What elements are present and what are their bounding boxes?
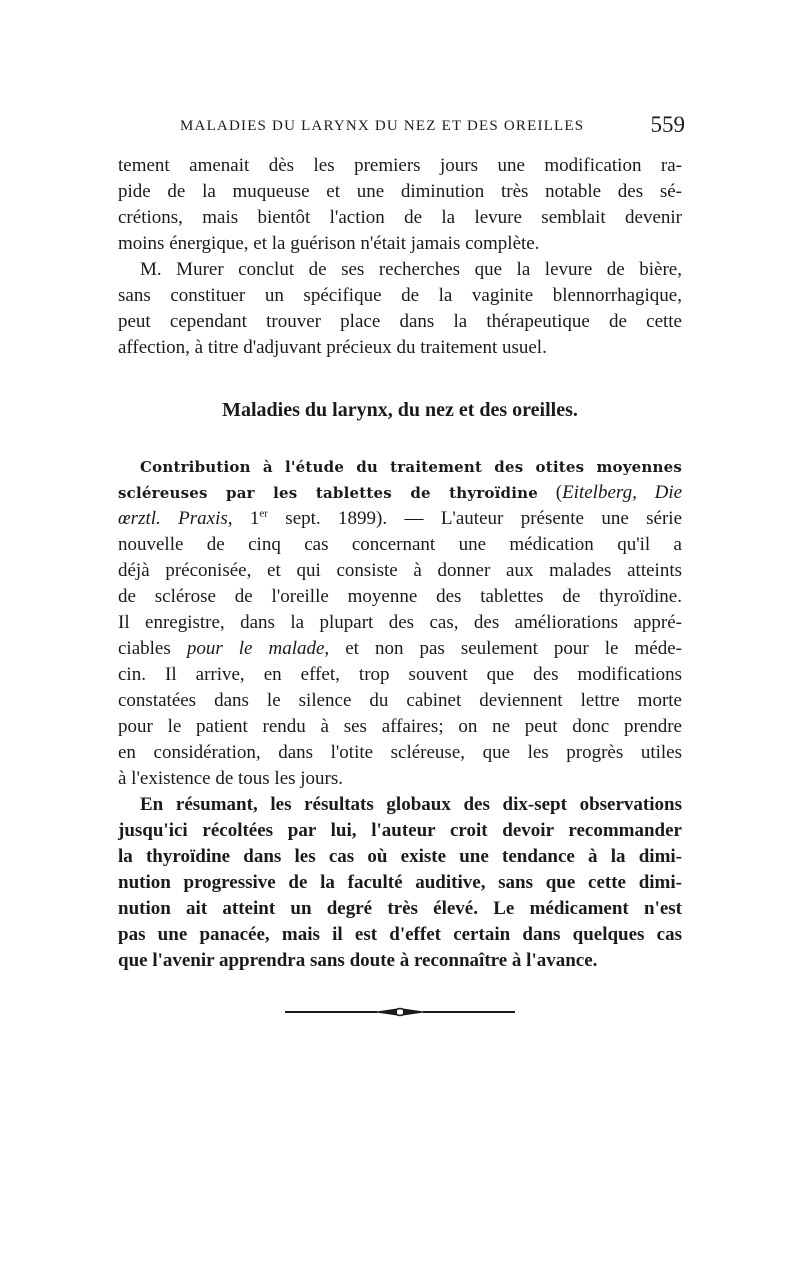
article-line: nouvelle de cinq cas concernant une médication qu'il a [118,534,682,555]
summary-line: En résumant, les résultats globaux des dix-sept observations [140,794,682,815]
section-heading: Maladies du larynx, du nez et des oreilles. [222,399,578,421]
ciables-pre: ciables [118,638,171,659]
citation-rest: sept. 1899). — L'auteur présente une série [285,508,683,529]
citation-journal-end: œrztl. Praxis, [118,508,233,529]
article-line: en considération, dans l'otite scléreuse, que les progrès utiles [118,742,682,763]
page-number: 559 [650,112,685,137]
ciables-post: , et non pas seulement pour le méde- [324,638,682,659]
summary-line: nution progressive de la faculté auditive, sans que cette dimi- [118,872,682,893]
intro-line: crétions, mais bientôt l'action de la levure semblait devenir [118,207,682,228]
intro-line: tement amenait dès les premiers jours une modification ra- [118,155,682,176]
summary-line: nution ait atteint un degré très élevé. Le médicament n'est [118,898,682,919]
article-line: Il enregistre, dans la plupart des cas, des améliorations appré- [118,612,682,633]
citation-journal: Die [654,482,683,503]
article-line: de sclérose de l'oreille moyenne des tablettes de thyroïdine. [118,586,682,607]
article-line: constatées dans le silence du cabinet deviennent lettre morte [118,690,682,711]
citation-day-sup: er [259,507,268,520]
article-title-continued: scléreuses par les tablettes de thyroïdine [118,484,538,502]
article-title: Contribution à l'étude du traitement des otites moyennes [140,458,682,476]
article-title-citation-line [118,480,682,506]
article-line: pour le patient rendu à ses affaires; on ne peut donc prendre [118,716,682,737]
running-title: MALADIES DU LARYNX DU NEZ ET DES OREILLES [180,118,585,134]
summary-line: pas une panacée, mais il est d'effet certain dans quelques cas [118,924,682,945]
citation-author: Eitelberg, [562,482,637,503]
citation-line [118,506,682,532]
summary-line: jusqu'ici récoltées par lui, l'auteur croit devoir recommander [118,820,682,841]
article-line-italic [118,636,682,662]
running-head [118,112,685,144]
article-title-line [140,454,682,480]
citation-day: 1 [249,508,260,529]
murer-line: M. Murer conclut de ses recherches que la levure de bière, [140,259,682,280]
murer-line: peut cependant trouver place dans la thérapeutique de cette [118,311,682,332]
intro-line: pide de la muqueuse et une diminution très notable des sé- [118,181,682,202]
citation-open: ( [555,482,563,503]
murer-line: sans constituer un spécifique de la vaginite blennorrhagique, [118,285,682,306]
ciables-italic: pour le malade [186,638,325,659]
summary-line: que l'avenir apprendra sans doute à reconnaître à l'avance. [118,950,598,971]
article-line: cin. Il arrive, en effet, trop souvent que des modifications [118,664,682,685]
summary-line: la thyroïdine dans les cas où existe une tendance à la dimi- [118,846,682,867]
intro-line: moins énergique, et la guérison n'était jamais complète. [118,233,540,254]
article-line: à l'existence de tous les jours. [118,768,344,789]
murer-line: affection, à titre d'adjuvant précieux du traitement usuel. [118,337,547,358]
article-line: déjà préconisée, et qui consiste à donner aux malades atteints [118,560,682,581]
end-ornament-icon [285,1004,515,1020]
